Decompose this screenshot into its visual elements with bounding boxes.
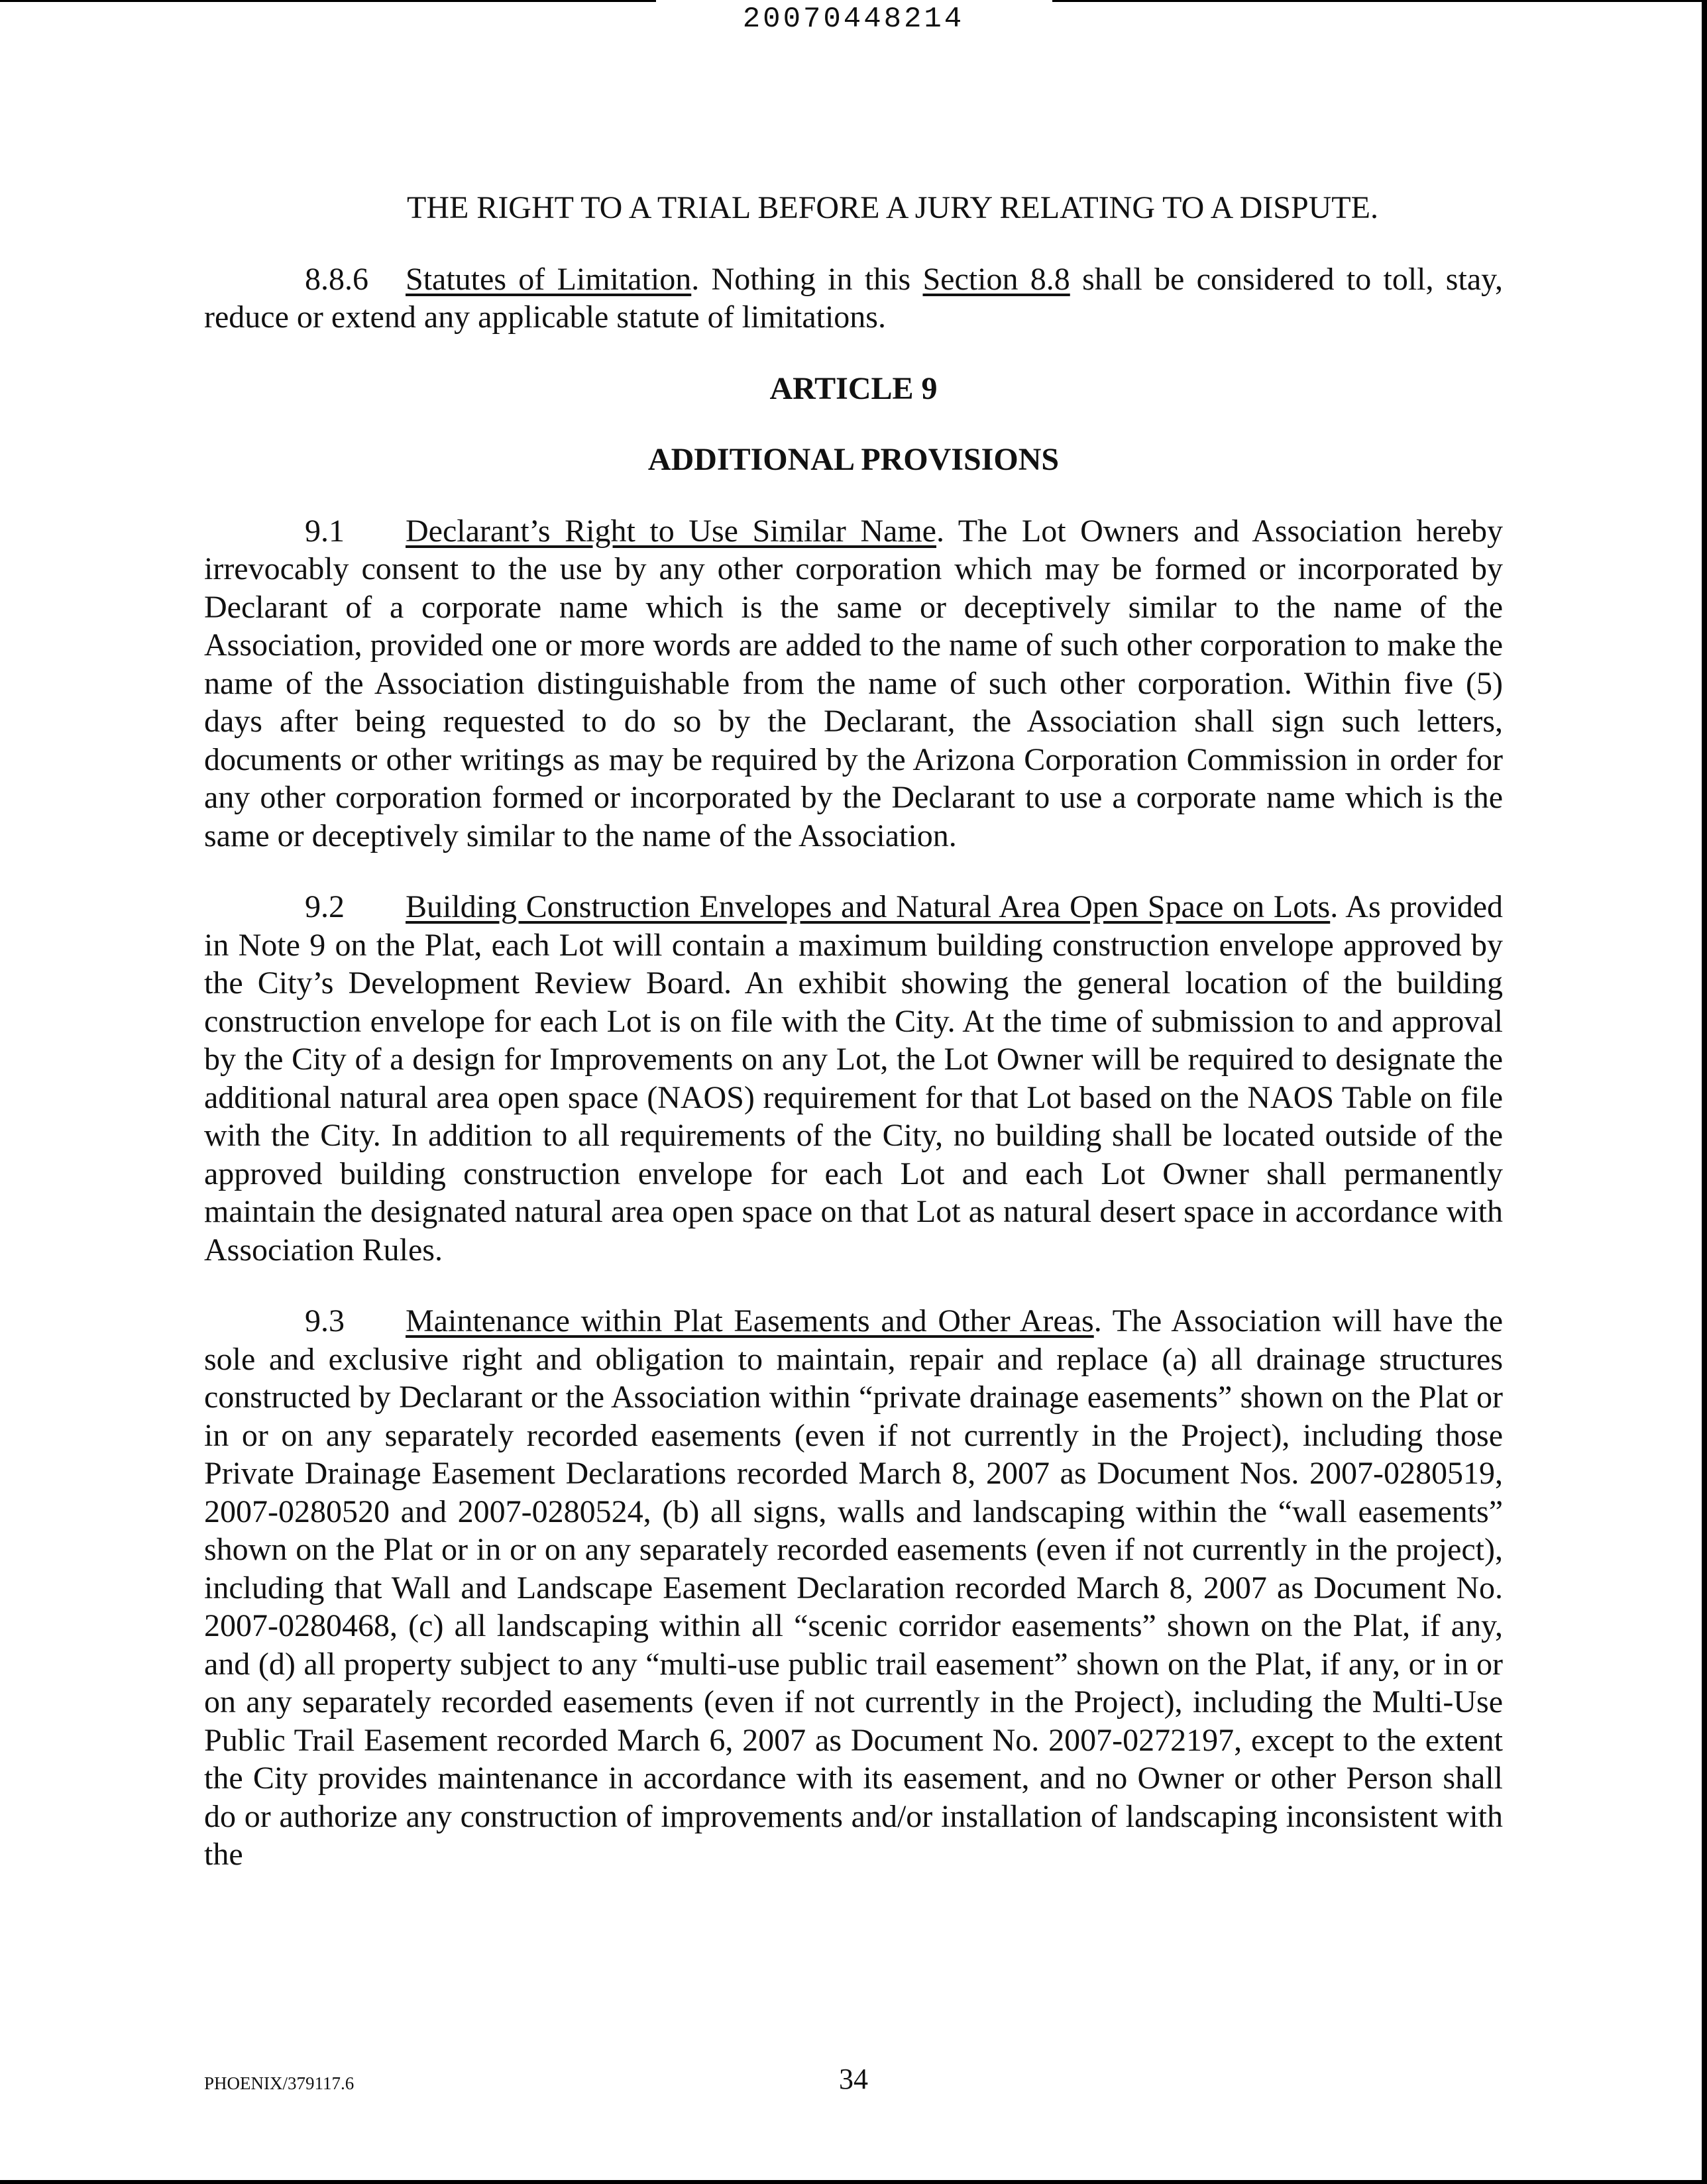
section-text-cont: shall be considered to toll, stay, reduce or extend any applicable statute of limitations. (204, 261, 1504, 335)
page-edge-bottom (0, 2180, 1707, 2184)
section-number: 9.3 (305, 1303, 345, 1338)
section-number: 9.1 (305, 513, 345, 549)
section-reference: Section 8.8 (922, 261, 1070, 297)
article-heading: ARTICLE 9 (769, 370, 938, 406)
page-edge-right (1702, 0, 1707, 2184)
page-content (204, 189, 1503, 1874)
section-title: Maintenance within Plat Easements and Other Areas (406, 1303, 1094, 1338)
section-title: Statutes of Limitation (406, 261, 692, 297)
section-title: Declarant’s Right to Use Similar Name (406, 513, 936, 549)
section-9-1 (204, 512, 1503, 855)
article-title: ADDITIONAL PROVISIONS (647, 442, 1060, 477)
section-9-2 (204, 888, 1503, 1269)
page-number: 34 (839, 2063, 868, 2095)
section-title: Building Construction Envelopes and Natural Area Open Space on Lots (406, 889, 1331, 924)
section-text: . The Lot Owners and Association hereby irrevocably consent to the use by any other corporation which may be formed or incorporated by Declarant of a corporate name which is the same or deceptively similar to the name of the Association, provided one or more words are added to the name of such other corporation to make the name of the Association distinguishable from the name of such other corporation. Within five (5) days after being requested to do so by the Declarant, the Association shall sign such letters, documents or other writings as may be required by the Arizona Corporation Commission in order for any other corporation formed or incorporated by the Declarant to use a corporate name which is the same or deceptively similar to the name of the Association. (204, 513, 1503, 853)
section-9-3 (204, 1302, 1503, 1874)
document-number: 20070448214 (742, 3, 965, 36)
section-text: . As provided in Note 9 on the Plat, each Lot will contain a maximum building construction envelope approved by the City’s Development Review Board. An exhibit showing the general location of the building construction envelope for each Lot is on file with the City. At the time of submission to and approval by the City of a design for Improvements on any Lot, the Lot Owner will be required to designate the additional natural area open space (NAOS) requirement for that Lot based on the NAOS Table on file with the City. In addition to all requirements of the City, no building shall be located outside of the approved building construction envelope for each Lot and each Lot Owner shall permanently maintain the designated natural area open space on that Lot as natural desert space in accordance with Association Rules. (204, 889, 1504, 1268)
section-8-8-6 (204, 260, 1503, 337)
footer-file-id: PHOENIX/379117.6 (204, 2073, 355, 2093)
section-number: 9.2 (305, 889, 345, 924)
continuation-text: THE RIGHT TO A TRIAL BEFORE A JURY RELATING TO A DISPUTE. (407, 190, 1378, 225)
section-text: . Nothing in this (691, 261, 923, 297)
section-text: . The Association will have the sole and exclusive right and obligation to maintain, repair and replace (a) all drainage structures constructed by Declarant or the Association within “private drainage easements” shown on the Plat or in or on any separately recorded easements (even if not currently in the Project), including those Private Drainage Easement Declarations recorded March 8, 2007 as Document Nos. 2007-0280519, 2007-0280520 and 2007-0280524, (b) all signs, walls and landscaping within the “wall easements” shown on the Plat or in or on any separately recorded easements (even if not currently in the project), including that Wall and Landscape Easement Declaration recorded March 8, 2007 as Document No. 2007-0280468, (c) all landscaping within all “scenic corridor easements” shown on the Plat, if any, and (d) all property subject to any “multi-use public trail easement” shown on the Plat, if any, or in or on any separately recorded easements (even if not currently in the Project), including the Multi-Use Public Trail Easement recorded March 6, 2007 as Document No. 2007-0272197, except to the extent the City provides maintenance in accordance with its easement, and no Owner or other Person shall do or authorize any construction of improvements and/or installation of landscaping inconsistent with the (204, 1303, 1504, 1872)
section-number: 8.8.6 (305, 261, 368, 297)
